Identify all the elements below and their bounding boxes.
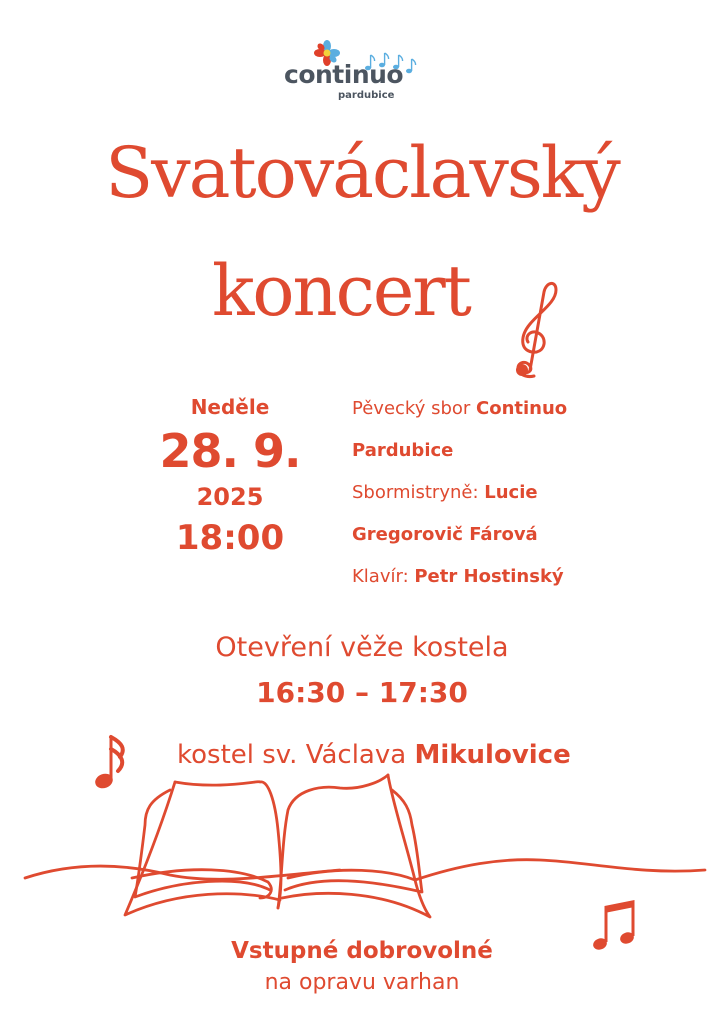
performers-block — [352, 388, 567, 598]
tower-opening-label: Otevření věže kostela — [215, 632, 509, 663]
choir-city: Pardubice — [352, 440, 454, 461]
title-line-1: Svatováclavský — [105, 132, 619, 214]
treble-clef-icon — [500, 278, 564, 384]
conductor-surname: Gregorovič Fárová — [352, 524, 538, 545]
piano-line — [352, 556, 567, 598]
conductor-label: Sbormistryně: — [352, 482, 485, 503]
venue-label: kostel sv. Václava — [177, 740, 415, 770]
choir-name: Continuo — [476, 398, 568, 419]
title-line-2: koncert — [212, 250, 470, 332]
event-date-block — [150, 392, 310, 562]
continuo-logo — [280, 40, 420, 102]
event-time: 18:00 — [175, 518, 285, 558]
conductor-line-2 — [352, 514, 567, 556]
event-date: 28. 9. — [159, 424, 301, 478]
event-day: Neděle — [190, 395, 270, 419]
admission-purpose: na opravu varhan — [264, 970, 460, 995]
choir-line-2 — [352, 430, 567, 472]
pianist-name: Petr Hostinský — [414, 566, 564, 587]
choir-line — [352, 388, 567, 430]
venue-line — [177, 737, 571, 773]
tower-opening-time: 16:30 – 17:30 — [256, 676, 468, 709]
admission-label: Vstupné dobrovolné — [231, 938, 493, 964]
conductor-first-name: Lucie — [484, 482, 538, 503]
logo-subtitle: pardubice — [338, 90, 395, 101]
piano-label: Klavír: — [352, 566, 415, 587]
venue-place: Mikulovice — [414, 740, 571, 770]
conductor-line — [352, 472, 567, 514]
choir-label: Pěvecký sbor — [352, 398, 477, 419]
logo-wordmark: continuo — [284, 60, 404, 89]
event-year: 2025 — [196, 483, 264, 511]
